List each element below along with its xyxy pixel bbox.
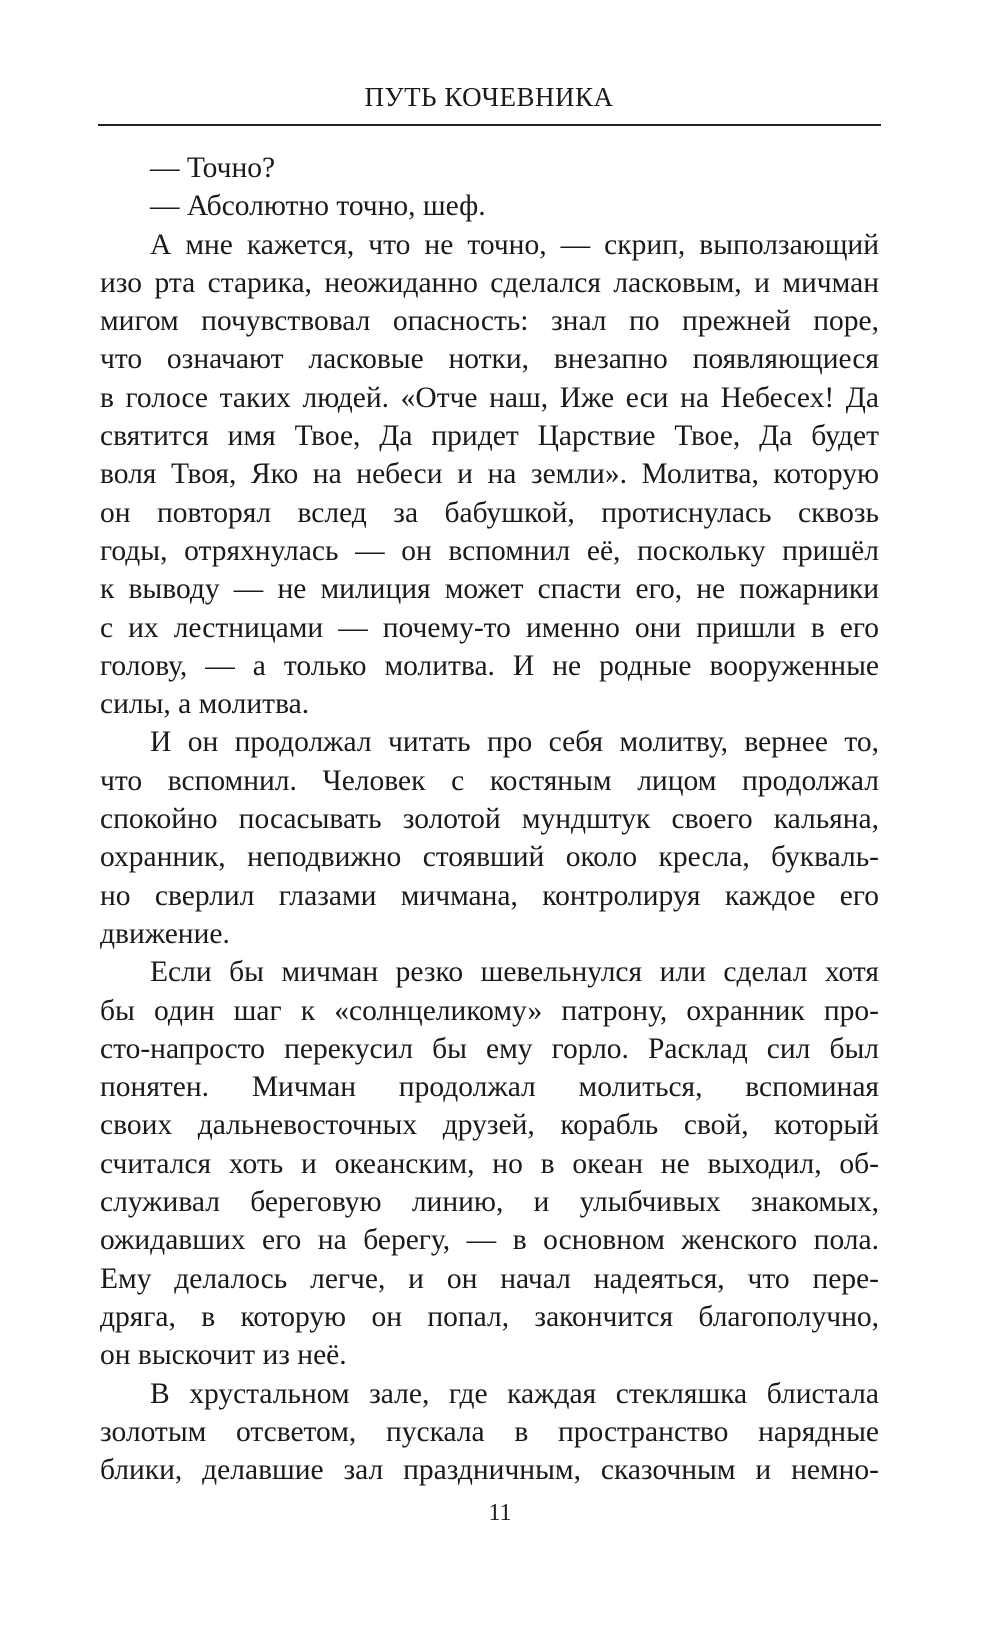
text-line: служивал береговую линию, и улыбчивых знакомых, <box>100 1186 879 1219</box>
text-line: — Точно? <box>150 152 276 184</box>
text-line: В хрустальном зале, где каждая стекляшка блистала <box>150 1377 879 1410</box>
text-line: ожидавших его на берегу, — в основном женского пола. <box>100 1224 879 1257</box>
text-line: — Абсолютно точно, шеф. <box>150 190 486 223</box>
text-line: спокойно посасывать золотой мундштук своего кальяна, <box>100 803 879 836</box>
running-head: ПУТЬ КОЧЕВНИКА <box>364 82 614 112</box>
text-line: движение. <box>100 917 230 950</box>
text-line: но сверлил глазами мичмана, контролируя каждое его <box>100 879 879 912</box>
text-line: охранник, неподвижно стоявший около кресла, букваль- <box>100 841 879 874</box>
header-rule <box>98 124 881 126</box>
text-line: мигом почувствовал опасность: знал по прежней поре, <box>100 305 879 338</box>
text-line: святится имя Твое, Да придет Царствие Твое, Да будет <box>100 420 879 453</box>
text-line: считался хоть и океанским, но в океан не выходил, об- <box>100 1147 879 1180</box>
page-number: 11 <box>488 1500 512 1526</box>
text-line: А мне кажется, что не точно, — скрип, выползающий <box>150 228 879 261</box>
text-line: воля Твоя, Яко на небеси и на земли». Молитва, которую <box>100 458 879 491</box>
text-line: к выводу — не милиция может спасти его, не пожарники <box>100 573 879 606</box>
text-line: изо рта старика, неожиданно сделался ласковым, и мичман <box>100 266 879 299</box>
text-line: в голосе таких людей. «Отче наш, Иже еси на Небесех! Да <box>100 381 879 414</box>
text-line: блики, делавшие зал праздничным, сказочным и немно- <box>100 1454 879 1487</box>
text-line: годы, отряхнулась — он вспомнил её, поскольку пришёл <box>100 534 879 567</box>
text-line: дряга, в которую он попал, закончится благополучно, <box>100 1300 879 1333</box>
text-line: он повторял вслед за бабушкой, протиснулась сквозь <box>100 496 879 529</box>
text-line: своих дальневосточных друзей, корабль свой, который <box>100 1109 879 1142</box>
text-line: он выскочит из неё. <box>100 1339 347 1372</box>
text-line: бы один шаг к «солнцеликому» патрону, охранник про- <box>100 994 879 1027</box>
text-line: что вспомнил. Человек с костяным лицом продолжал <box>100 764 879 797</box>
text-line: понятен. Мичман продолжал молиться, вспоминая <box>100 1071 879 1104</box>
text-line: Если бы мичман резко шевельнулся или сделал хотя <box>150 956 879 989</box>
text-line: с их лестницами — почему-то именно они пришли в его <box>100 611 879 644</box>
text-line: сто-напросто перекусил бы ему горло. Расклад сил был <box>100 1032 879 1065</box>
text-line: силы, а молитва. <box>100 688 310 721</box>
text-line: золотым отсветом, пускала в пространство нарядные <box>100 1415 879 1448</box>
text-line: голову, — а только молитва. И не родные вооруженные <box>100 649 879 682</box>
text-line: что означают ласковые нотки, внезапно появляющиеся <box>100 343 879 376</box>
text-line: Ему делалось легче, и он начал надеяться, что пере- <box>100 1262 879 1295</box>
body-text <box>100 149 879 1489</box>
text-line: И он продолжал читать про себя молитву, вернее то, <box>150 726 879 759</box>
